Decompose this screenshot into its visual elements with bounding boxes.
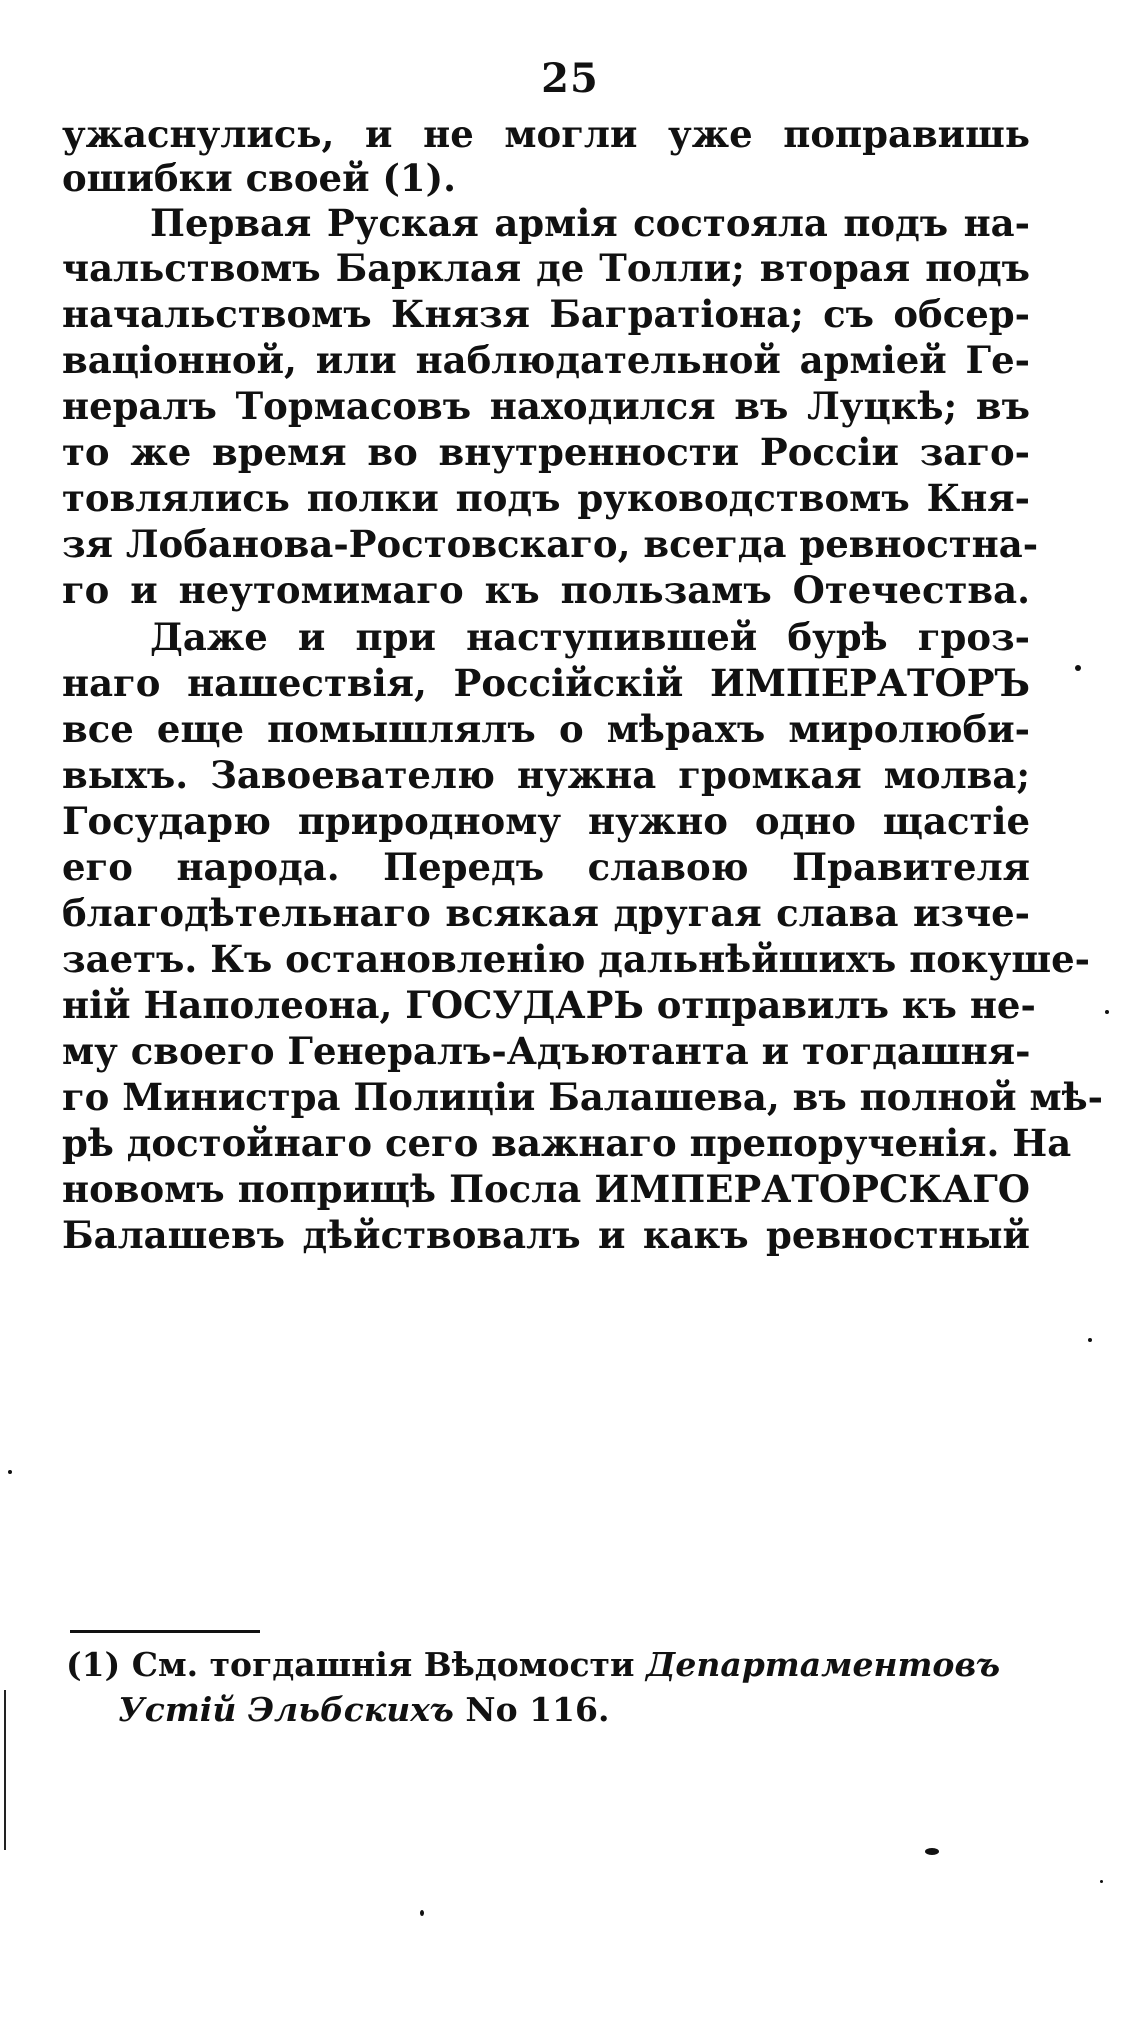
print-speck: [925, 1848, 939, 1855]
text-line: благодѣтельнаго всякая другая слава изче-: [62, 891, 1030, 935]
text-line: заетъ. Къ остановленію дальнѣйшихъ покуше-: [62, 937, 1091, 981]
text-line: товлялись полки подъ руководствомъ Кня-: [62, 476, 1030, 520]
text-line: му своего Генералъ-Адъютанта и тогдашня-: [62, 1029, 1031, 1073]
text-line: ній Наполеона, ГОСУДАРЬ отправилъ къ не-: [62, 983, 1036, 1027]
text-line: рѣ достойнаго сего важнаго препорученія. На: [62, 1121, 1072, 1165]
text-line: нералъ Тормасовъ находился въ Луцкѣ; въ: [62, 384, 1030, 428]
footnote-rule: [70, 1630, 260, 1633]
footnote-italic-2: Устій Эльбскихъ: [118, 1690, 454, 1729]
footnote-line-1: [66, 1645, 1000, 1685]
print-speck: [420, 1910, 424, 1916]
text-line: наго нашествія, Россійскій ИМПЕРАТОРЪ: [62, 661, 1030, 705]
text-line: Первая Руская армія состояла подъ на-: [150, 201, 1030, 245]
text-line: начальствомъ Князя Багратіона; съ обсер-: [62, 292, 1030, 336]
text-line: го и неутомимаго къ пользамъ Отечества.: [62, 568, 1030, 612]
print-speck: [1088, 1338, 1092, 1342]
text-line: ошибки своей (1).: [62, 156, 457, 200]
text-line: то же время во внутренности Россіи заго-: [62, 430, 1030, 474]
text-line: новомъ поприщѣ Посла ИМПЕРАТОРСКАГО: [62, 1167, 1030, 1211]
print-speck: [1105, 1010, 1109, 1014]
text-line: ужаснулись, и не могли уже поправишь: [62, 112, 1030, 156]
text-line: все еще помышлялъ о мѣрахъ миролюби-: [62, 707, 1030, 751]
print-speck: [1075, 665, 1081, 671]
text-line: выхъ. Завоевателю нужна громкая молва;: [62, 753, 1030, 797]
text-line: Государю природному нужно одно щастіе: [62, 799, 1030, 843]
margin-mark: [4, 1690, 6, 1850]
text-line: го Министра Полиціи Балашева, въ полной мѣ-: [62, 1075, 1104, 1119]
footnote-number: No 116.: [465, 1690, 610, 1729]
footnote-text: См. тогдашнія Вѣдомости: [131, 1645, 635, 1684]
print-speck: [8, 1470, 12, 1474]
page-number: 25: [541, 55, 599, 102]
text-line: чальствомъ Барклая де Толли; вторая подъ: [62, 246, 1030, 290]
footnote-marker: (1): [66, 1645, 121, 1684]
text-line: Даже и при наступившей бурѣ гроз-: [150, 615, 1030, 659]
text-line: его народа. Передъ славою Правителя: [62, 845, 1030, 889]
text-line: Балашевъ дѣйствовалъ и какъ ревностный: [62, 1213, 1030, 1257]
footnote-italic-1: Департаментовъ: [646, 1645, 1001, 1684]
text-line: зя Лобанова-Ростовскаго, всегда ревностна-: [62, 522, 1039, 566]
print-speck: [1100, 1880, 1103, 1883]
text-line: ваціонной, или наблюдательной арміей Ге-: [62, 338, 1030, 382]
footnote-line-2: [118, 1690, 609, 1730]
